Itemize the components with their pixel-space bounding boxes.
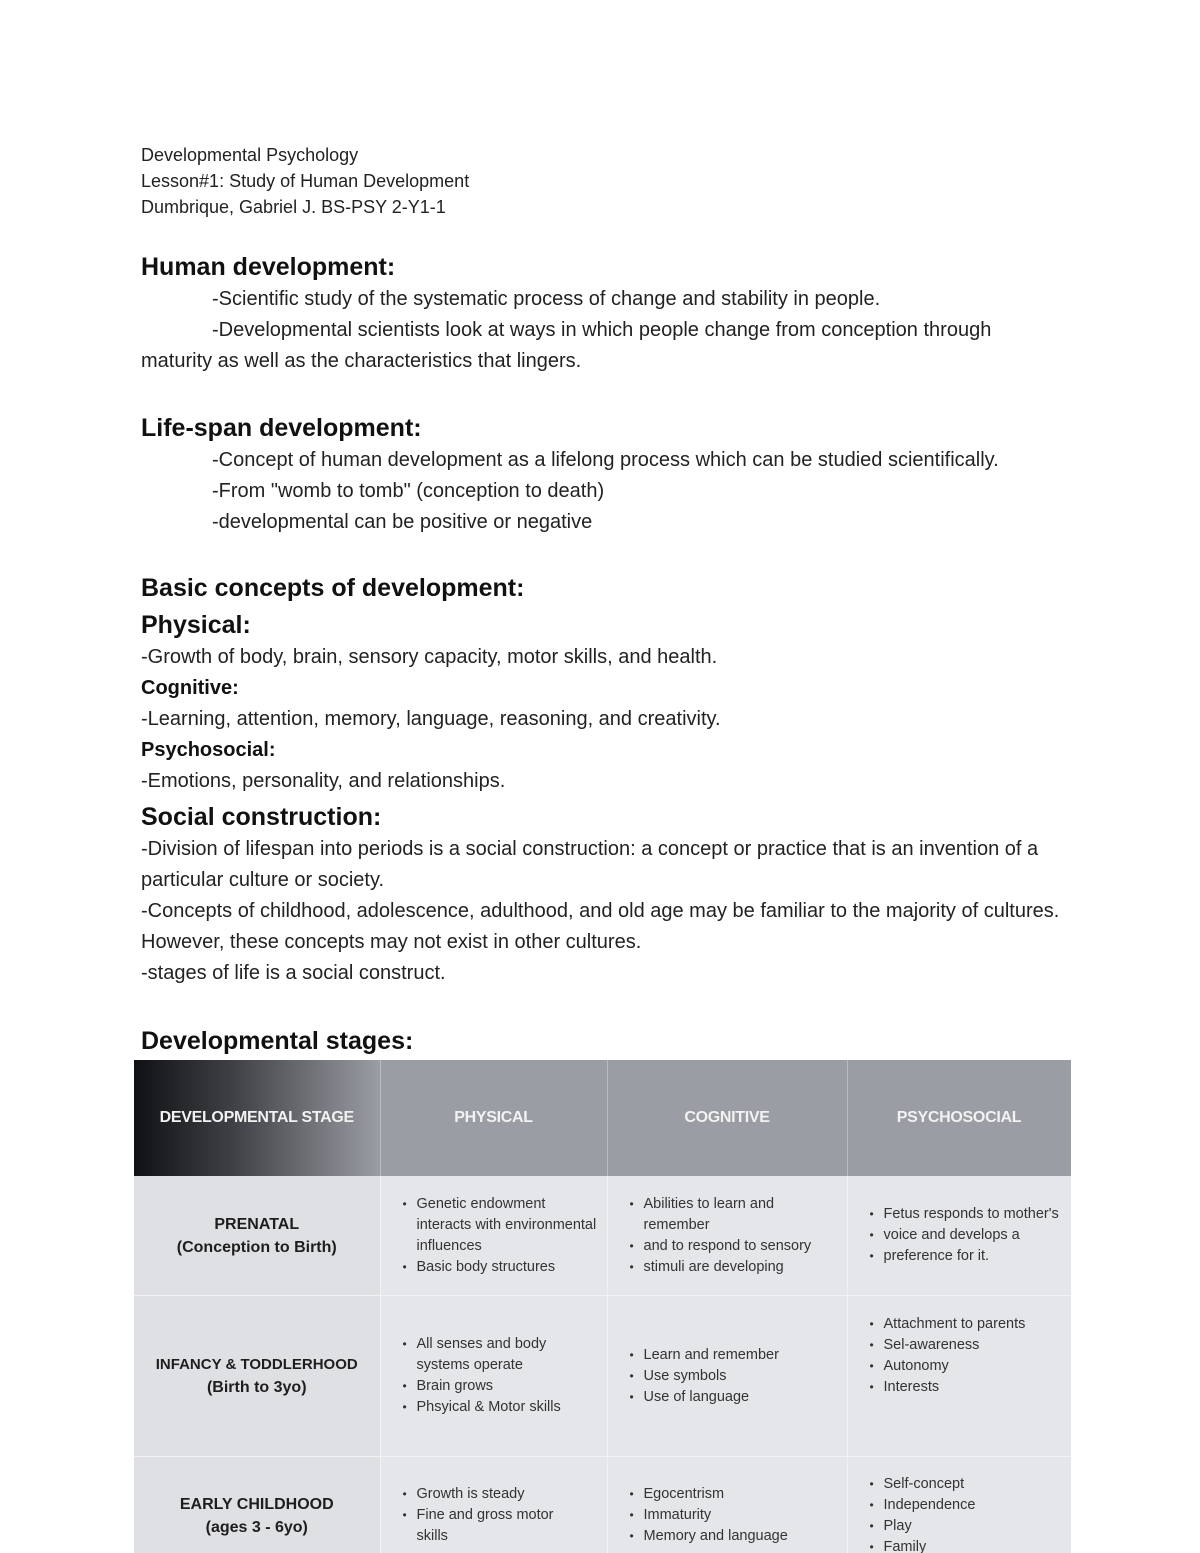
physical-cell <box>380 1457 607 1553</box>
cognitive-heading: Cognitive: <box>141 677 239 699</box>
list-item: • Learn and remember <box>630 1345 847 1366</box>
psychosocial-cell <box>847 1457 1071 1553</box>
stage-cell <box>134 1176 380 1296</box>
list-item: • Fine and gross motor skills <box>403 1505 567 1547</box>
stage-range: (Conception to Birth) <box>176 1238 337 1256</box>
cognitive-cell <box>607 1176 847 1296</box>
stage-cell <box>134 1457 380 1553</box>
developmental-stages-table-image <box>134 1060 1071 1553</box>
cognitive-text: -Learning, attention, memory, language, reasoning, and creativity. <box>141 708 721 730</box>
list-item: • Immaturity <box>630 1505 847 1526</box>
header-stage: DEVELOPMENTAL STAGE <box>134 1060 380 1176</box>
human-development-section <box>141 250 1061 377</box>
lifespan-line-3: -developmental can be positive or negative <box>212 511 593 533</box>
lesson-title: Lesson#1: Study of Human Development <box>141 171 470 191</box>
lifespan-heading: Life-span development: <box>141 414 422 442</box>
table-row <box>134 1296 1071 1457</box>
psychosocial-text: -Emotions, personality, and relationships. <box>141 770 506 792</box>
table-row <box>134 1176 1071 1296</box>
header-cognitive: COGNITIVE <box>607 1060 847 1176</box>
stage-name: EARLY CHILDHOOD <box>179 1495 334 1513</box>
stage-cell <box>134 1296 380 1457</box>
student-info: Dumbrique, Gabriel J. BS-PSY 2-Y1-1 <box>141 197 446 217</box>
stage-range: (Birth to 3yo) <box>206 1379 307 1396</box>
physical-cell <box>380 1176 607 1296</box>
list-item: • Growth is steady <box>403 1484 567 1505</box>
psychosocial-cell <box>847 1176 1071 1296</box>
list-item: • Independence <box>870 1495 1071 1516</box>
list-item: • Play <box>870 1516 1071 1537</box>
social-construction-section <box>141 800 1061 989</box>
table-header-row <box>134 1060 1071 1176</box>
psychosocial-heading: Psychosocial: <box>141 739 276 761</box>
list-item: • Self-concept <box>870 1474 1071 1495</box>
header-psychosocial: PSYCHOSOCIAL <box>847 1060 1071 1176</box>
list-item: • All senses and body systems operate <box>403 1334 607 1376</box>
list-item: • Phsyical & Motor skills <box>403 1397 607 1418</box>
human-development-line-2: -Developmental scientists look at ways in which people change from conception through maturity as well as the characteristics that lingers. <box>141 319 992 372</box>
social-construction-line-2: -Concepts of childhood, adolescence, adulthood, and old age may be familiar to the majority of cultures. However, these concepts may not exist in other cultures. <box>141 900 1060 953</box>
developmental-stages-table <box>134 1060 1071 1553</box>
list-item: • preference for it. <box>870 1246 1071 1267</box>
lifespan-line-2: -From "womb to tomb" (conception to death) <box>212 480 605 502</box>
list-item: • Autonomy <box>870 1356 1071 1377</box>
list-item: • Attachment to parents <box>870 1314 1071 1335</box>
lifespan-line-1: -Concept of human development as a lifelong process which can be studied scientifically. <box>212 449 999 471</box>
social-construction-line-1: -Division of lifespan into periods is a social construction: a concept or practice that is an invention of a particular culture or society. <box>141 838 1039 891</box>
cognitive-cell <box>607 1457 847 1553</box>
list-item: • and to respond to sensory <box>630 1236 847 1257</box>
stage-range: (ages 3 - 6yo) <box>205 1518 308 1536</box>
developmental-stages-heading: Developmental stages: <box>141 1027 414 1055</box>
list-item: • Sel-awareness <box>870 1335 1071 1356</box>
list-item: • Family <box>870 1537 1071 1553</box>
cognitive-cell <box>607 1296 847 1457</box>
list-item: • Fetus responds to mother's <box>870 1204 1071 1225</box>
list-item: • Genetic endowment interacts with environmental influences <box>403 1194 597 1257</box>
list-item: • Egocentrism <box>630 1484 847 1505</box>
psychosocial-cell <box>847 1296 1071 1457</box>
physical-heading: Physical: <box>141 611 251 639</box>
course-title: Developmental Psychology <box>141 145 359 165</box>
list-item: • Use of language <box>630 1387 847 1408</box>
list-item: • Use symbols <box>630 1366 847 1387</box>
list-item: • Interests <box>870 1377 1071 1398</box>
list-item: • Abilities to learn and remember <box>630 1194 847 1236</box>
physical-cell <box>380 1296 607 1457</box>
list-item: • stimuli are developing <box>630 1257 847 1278</box>
social-construction-heading: Social construction: <box>141 803 382 831</box>
social-construction-line-3: -stages of life is a social construct. <box>141 962 446 984</box>
list-item: • Brain grows <box>403 1376 607 1397</box>
stage-name: INFANCY & TODDLERHOOD <box>155 1356 358 1373</box>
document-header <box>141 142 469 220</box>
list-item: • Memory and language <box>630 1526 847 1547</box>
human-development-heading: Human development: <box>141 253 396 281</box>
table-row <box>134 1457 1071 1553</box>
human-development-line-1: -Scientific study of the systematic process of change and stability in people. <box>212 288 881 310</box>
basic-concepts-heading: Basic concepts of development: <box>141 574 525 602</box>
lifespan-section <box>141 411 1061 538</box>
header-physical: PHYSICAL <box>380 1060 607 1176</box>
basic-concepts-section <box>141 571 1061 797</box>
developmental-stages-section <box>141 1024 1061 1058</box>
stage-name: PRENATAL <box>214 1215 300 1233</box>
physical-text: -Growth of body, brain, sensory capacity, motor skills, and health. <box>141 646 718 668</box>
list-item: • Basic body structures <box>403 1257 597 1278</box>
list-item: • voice and develops a <box>870 1225 1071 1246</box>
